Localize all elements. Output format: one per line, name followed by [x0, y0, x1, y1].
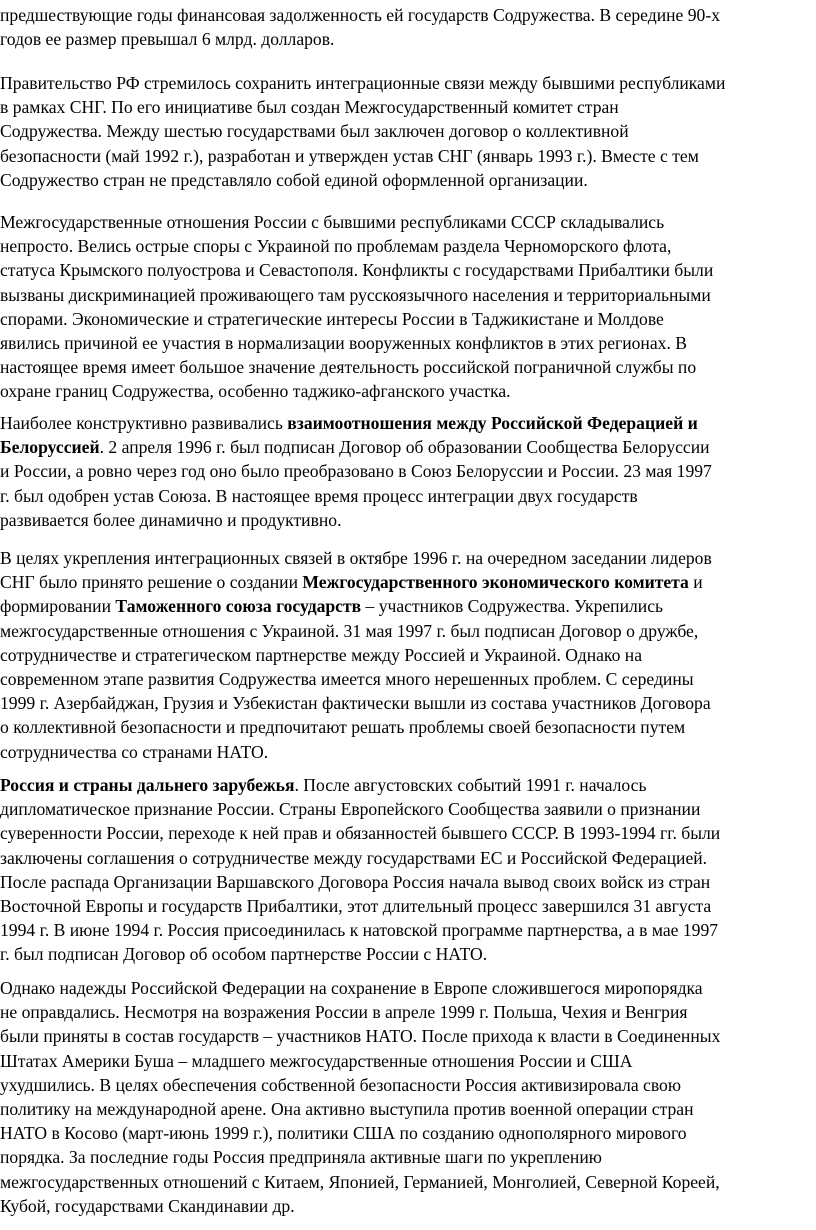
text-run: межгосударственные отношения с Украиной. 31 мая 1997 г. был подписан Договор о дружбе,: [0, 620, 699, 641]
text-run: межгосударственных отношений с Китаем, Японией, Германией, Монголией, Северной Кореей,: [0, 1171, 720, 1192]
text-line: [0, 258, 812, 282]
text-run: 1994 г. В июне 1994 г. Россия присоединилась к натовской программе партнерства, а в мае 1997: [0, 920, 719, 941]
text-run: современном этапе развития Содружества имеется много нерешенных проблем. С середины: [0, 669, 694, 690]
text-line: [0, 619, 812, 643]
text-run: вызваны дискриминацией проживающего там русскоязычного населения и территориальными: [0, 284, 711, 305]
text-run: г. был подписан Договор об особом партнерстве России с НАТО.: [0, 944, 488, 965]
text-run: СНГ было принято решение о создании: [0, 572, 303, 593]
text-line: [0, 459, 812, 483]
text-line: [0, 307, 812, 331]
text-line: [0, 1000, 812, 1024]
text-line: [0, 379, 812, 403]
text-run: предшествующие годы финансовая задолженность ей государств Содружества. В середине 90-х: [0, 5, 720, 25]
text-line: [0, 740, 812, 764]
text-run: в рамках СНГ. По его инициативе был создан Межгосударственный комитет стран: [0, 97, 619, 118]
text-line: [0, 976, 812, 1000]
bold-text-run: Межгосударственного экономического комитета: [302, 572, 689, 593]
text-line: [0, 3, 816, 27]
text-line: [0, 411, 812, 435]
text-line: [0, 570, 812, 594]
text-run: не оправдались. Несмотря на возражения России в апреле 1999 г. Польша, Чехия и Венгрия: [0, 1002, 688, 1023]
text-run: После распада Организации Варшавского Договора Россия начала вывод своих войск из стран: [0, 871, 711, 892]
paragraph-6: [0, 773, 812, 967]
text-run: Однако надежды Российской Федерации на сохранение в Европе сложившегося миропорядка: [0, 978, 703, 998]
bold-text-run: Россия и страны дальнего зарубежья: [0, 775, 295, 795]
paragraph-3: [0, 210, 812, 404]
text-run: Наиболее конструктивно развивались: [0, 413, 288, 433]
text-line: [0, 95, 812, 119]
text-run: ухудшились. В целях обеспечения собственной безопасности Россия активизировала свою: [0, 1074, 681, 1095]
text-run: 1999 г. Азербайджан, Грузия и Узбекистан фактически вышли из состава участников Договора: [0, 693, 711, 714]
text-run: спорами. Экономические и стратегические интересы России в Таджикистане и Молдове: [0, 308, 664, 329]
text-run: – участников Содружества. Укрепились: [361, 596, 664, 617]
bold-text-run: Белоруссией: [0, 437, 100, 458]
text-line: [0, 1024, 812, 1048]
text-line: [0, 846, 812, 870]
text-line: [0, 667, 812, 691]
text-line: [0, 1194, 812, 1218]
text-run: сотрудничества со странами НАТО.: [0, 741, 269, 762]
text-line: [0, 691, 812, 715]
text-run: статуса Крымского полуострова и Севастополя. Конфликты с государствами Прибалтики были: [0, 260, 714, 281]
bold-text-run: взаимоотношения между Российской Федерацией и: [287, 413, 698, 433]
paragraph-4: [0, 411, 812, 532]
text-run: заключены соглашения о сотрудничестве между государствами ЕС и Российской Федерацией.: [0, 847, 708, 868]
text-line: [0, 797, 812, 821]
text-run: непросто. Велись острые споры с Украиной по проблемам раздела Черноморского флота,: [0, 236, 672, 257]
text-run: . 2 апреля 1996 г. был подписан Договор об образовании Сообщества Белоруссии: [99, 437, 710, 458]
text-line: [0, 508, 812, 532]
text-line: [0, 144, 812, 168]
text-run: безопасности (май 1992 г.), разработан и утвержден устав СНГ (январь 1993 г.). Вместе с тем: [0, 145, 699, 166]
text-line: [0, 1145, 812, 1169]
text-run: охране границ Содружества, особенно таджико-афганского участка.: [0, 381, 511, 402]
text-run: Штатах Америки Буша – младшего межгосударственные отношения России и США: [0, 1050, 633, 1071]
text-line: [0, 715, 812, 739]
text-run: . После августовских событий 1991 г. началось: [294, 775, 647, 795]
text-run: г. был одобрен устав Союза. В настоящее время процесс интеграции двух государств: [0, 485, 638, 506]
text-run: и: [688, 572, 703, 593]
text-run: В целях укрепления интеграционных связей в октябре 1996 г. на очередном заседании лидеров: [0, 548, 712, 568]
text-line: [0, 821, 812, 845]
paragraph-1: [0, 3, 816, 51]
text-line: [0, 27, 816, 51]
text-run: настоящее время имеет большое значение деятельность российской пограничной службы по: [0, 357, 697, 378]
bold-text-run: Таможенного союза государств: [115, 596, 362, 617]
text-run: и России, а ровно через год оно было преобразовано в Союз Белоруссии и России. 23 мая 1997: [0, 461, 712, 482]
text-line: [0, 1049, 812, 1073]
text-line: [0, 168, 812, 192]
text-line: [0, 119, 812, 143]
text-run: Восточной Европы и государств Прибалтики, этот длительный процесс завершился 31 августа: [0, 896, 712, 917]
text-line: [0, 1170, 812, 1194]
text-line: [0, 283, 812, 307]
text-line: [0, 773, 812, 797]
text-line: [0, 870, 812, 894]
text-line: [0, 546, 812, 570]
paragraph-2: [0, 71, 812, 192]
text-line: [0, 234, 812, 258]
text-run: суверенности России, переходе к ней прав и обязанностей бывшего СССР. В 1993-1994 гг. были: [0, 823, 721, 844]
text-run: Содружества. Между шестью государствами был заключен договор о коллективной: [0, 121, 629, 142]
text-line: [0, 643, 812, 667]
text-run: Межгосударственные отношения России с бывшими республиками СССР складывались: [0, 212, 665, 232]
text-line: [0, 1097, 812, 1121]
text-run: формировании: [0, 596, 116, 617]
text-run: о коллективной безопасности и предпочитают решать проблемы своей безопасности путем: [0, 717, 686, 738]
paragraph-7: [0, 976, 812, 1218]
text-line: [0, 355, 812, 379]
text-line: [0, 484, 812, 508]
text-line: [0, 894, 812, 918]
text-run: развивается более динамично и продуктивно.: [0, 509, 342, 530]
text-run: сотрудничестве и стратегическом партнерстве между Россией и Украиной. Однако на: [0, 644, 643, 665]
text-run: годов ее размер превышал 6 млрд. долларов.: [0, 29, 335, 50]
text-line: [0, 1121, 812, 1145]
text-line: [0, 594, 812, 618]
text-run: дипломатическое признание России. Страны Европейского Сообщества заявили о признании: [0, 799, 701, 820]
text-run: явились причиной ее участия в нормализации вооруженных конфликтов в этих регионах. В: [0, 333, 687, 354]
text-run: НАТО в Косово (март-июнь 1999 г.), политики США по созданию однополярного мирового: [0, 1123, 687, 1144]
text-run: Содружество стран не представляло собой единой оформленной организации.: [0, 169, 588, 190]
text-line: [0, 918, 812, 942]
paragraph-5: [0, 546, 812, 764]
text-run: Кубой, государствами Скандинавии др.: [0, 1195, 295, 1216]
text-run: были приняты в состав государств – участников НАТО. После прихода к власти в Соединенных: [0, 1026, 721, 1047]
text-run: Правительство РФ стремилось сохранить интеграционные связи между бывшими республиками: [0, 73, 726, 93]
text-line: [0, 71, 812, 95]
text-run: политику на международной арене. Она активно выступила против военной операции стран: [0, 1099, 694, 1120]
text-run: порядка. За последние годы Россия предприняла активные шаги по укреплению: [0, 1147, 602, 1168]
text-line: [0, 210, 812, 234]
text-line: [0, 942, 812, 966]
text-line: [0, 1073, 812, 1097]
text-line: [0, 435, 812, 459]
text-line: [0, 331, 812, 355]
